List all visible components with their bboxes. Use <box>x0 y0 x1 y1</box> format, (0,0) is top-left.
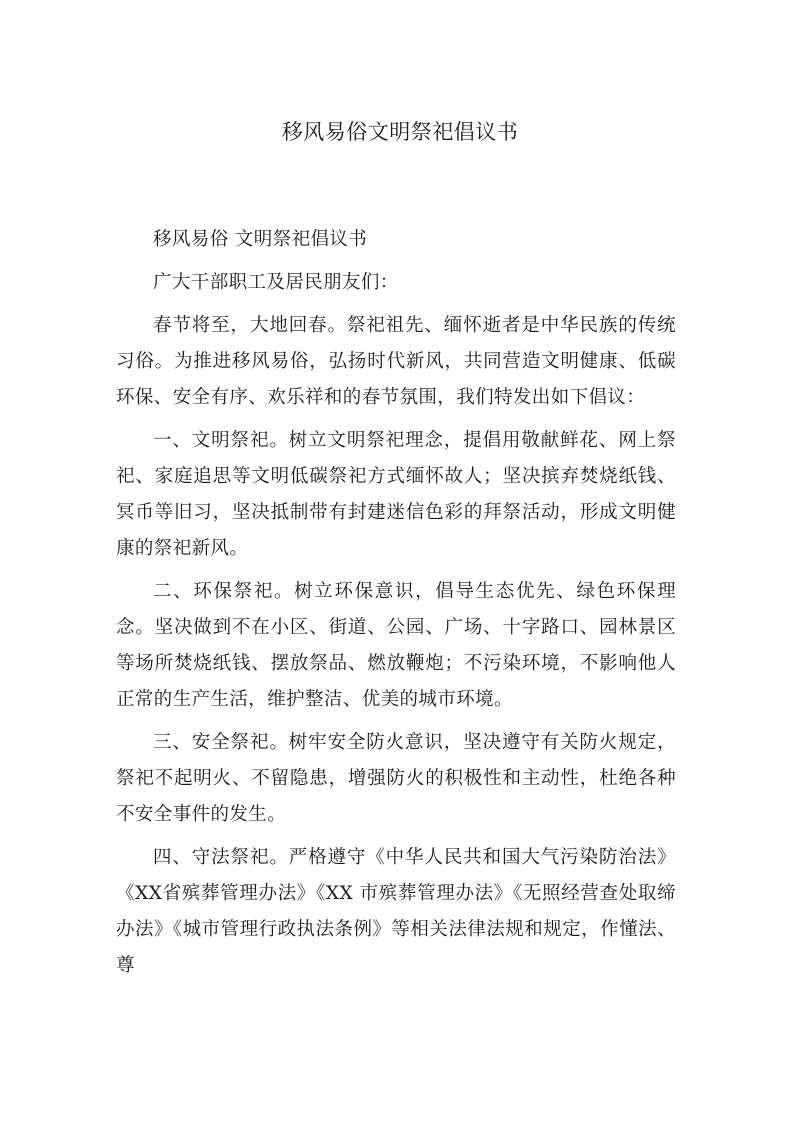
salutation-paragraph: 广大干部职工及居民朋友们： <box>153 272 399 293</box>
proposal-civilized-paragraph: 一、文明祭祀。树立文明祭祀理念，提倡用敬献鲜花、网上祭祀、家庭追思等文明低碳祭祀方式缅怀故人；坚决摈弃焚烧纸钱、冥币等旧习，坚决抵制带有封建迷信色彩的拜祭活动，形成文明健康的祭祀新风。 <box>116 430 676 559</box>
proposal-environment-paragraph: 二、环保祭祀。树立环保意识，倡导生态优先、绿色环保理念。坚决做到不在小区、街道、公园、广场、十字路口、园林景区等场所焚烧纸钱、摆放祭品、燃放鞭炮；不污染环境，不影响他人正常的生产生活，维护整洁、优美的城市环境。 <box>116 581 676 710</box>
document-title: 移风易俗文明祭祀倡议书 <box>281 120 519 144</box>
document-body <box>116 222 676 984</box>
subtitle-paragraph: 移风易俗 文明祭祀倡议书 <box>153 229 368 250</box>
intro-paragraph: 春节将至，大地回春。祭祀祖先、缅怀逝者是中华民族的传统习俗。为推进移风易俗，弘扬时代新风，共同营造文明健康、低碳环保、安全有序、欢乐祥和的春节氛围，我们特发出如下倡议： <box>116 315 676 408</box>
proposal-lawful-paragraph: 四、守法祭祀。严格遵守《中华人民共和国大气污染防治法》《XX省殡葬管理办法》《XX 市殡葬管理办法》《无照经营查处取缔办法》《城市管理行政执法条例》等相关法律法规和规定，作懂法、尊 <box>116 847 676 976</box>
proposal-safety-paragraph: 三、安全祭祀。树牢安全防火意识，坚决遵守有关防火规定，祭祀不起明火、不留隐患，增强防火的积极性和主动性，杜绝各种不安全事件的发生。 <box>116 732 676 825</box>
